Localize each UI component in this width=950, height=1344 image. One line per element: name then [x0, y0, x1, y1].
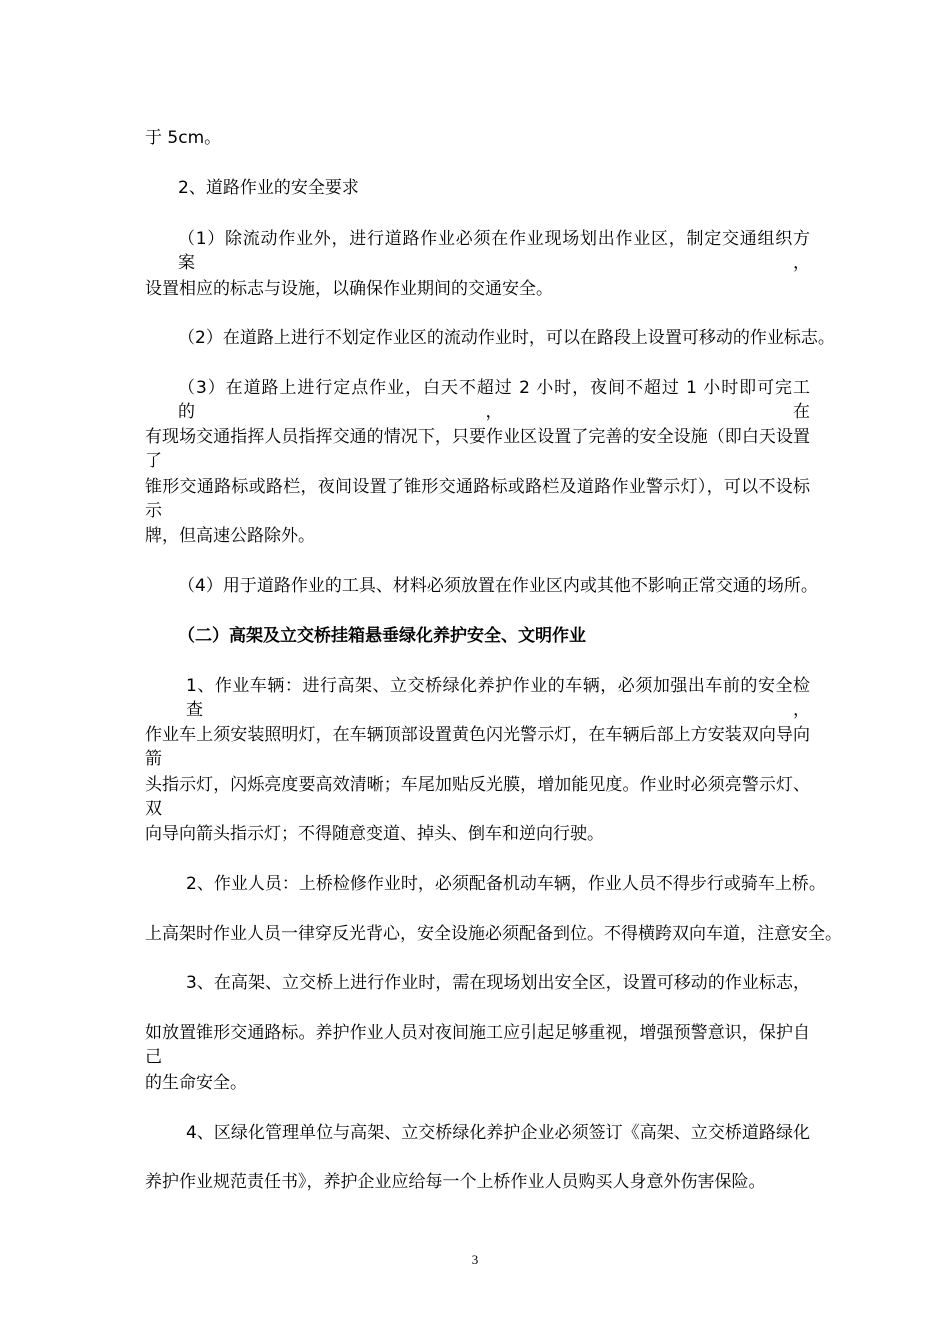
paragraph-line: 4、区绿化管理单位与高架、立交桥绿化养护企业必须签订《高架、立交桥道路绿化 — [186, 1123, 810, 1143]
paragraph-line: （1）除流动作业外，进行道路作业必须在作业现场划出作业区，制定交通组织方案， — [178, 229, 810, 273]
paragraph-line: 3、在高架、立交桥上进行作业时，需在现场划出安全区，设置可移动的作业标志， — [186, 973, 810, 993]
paragraph-line: 的生命安全。 — [145, 1073, 247, 1093]
paragraph-line: 上高架时作业人员一律穿反光背心，安全设施必须配备到位。不得横跨双向车道，注意安全。 — [145, 924, 842, 944]
paragraph-line: 头指示灯，闪烁亮度要高效清晰；车尾加贴反光膜，增加能见度。作业时必须亮警示灯、双 — [145, 775, 810, 819]
paragraph-line: 如放置锥形交通路标。养护作业人员对夜间施工应引起足够重视，增强预警意识，保护自己 — [145, 1023, 810, 1067]
paragraph-line: （4）用于道路作业的工具、材料必须放置在作业区内或其他不影响正常交通的场所。 — [178, 576, 818, 596]
page-number: 3 — [471, 1252, 479, 1267]
section-heading: 2、道路作业的安全要求 — [178, 178, 359, 198]
paragraph-line: 牌，但高速公路除外。 — [145, 526, 315, 546]
paragraph-line: 锥形交通路标或路栏，夜间设置了锥形交通路标或路栏及道路作业警示灯），可以不设标示 — [145, 477, 810, 521]
paragraph-line: 向导向箭头指示灯；不得随意变道、掉头、倒车和逆向行驶。 — [145, 824, 604, 844]
paragraph-line: 养护作业规范责任书》，养护企业应给每一个上桥作业人员购买人身意外伤害保险。 — [145, 1172, 766, 1192]
paragraph-line: 2、作业人员：上桥检修作业时，必须配备机动车辆，作业人员不得步行或骑车上桥。 — [186, 874, 826, 894]
paragraph-line: 作业车上须安装照明灯，在车辆顶部设置黄色闪光警示灯，在车辆后部上方安装双向导向箭 — [145, 725, 810, 769]
paragraph-line: （3）在道路上进行定点作业，白天不超过 2 小时，夜间不超过 1 小时即可完工的，在 — [178, 378, 810, 422]
paragraph-line: （2）在道路上进行不划定作业区的流动作业时，可以在路段上设置可移动的作业标志。 — [178, 328, 835, 348]
paragraph-line: 于 5cm。 — [145, 128, 222, 148]
section-heading: （二）高架及立交桥挂箱悬垂绿化养护安全、文明作业 — [178, 626, 586, 646]
paragraph-line: 1、作业车辆：进行高架、立交桥绿化养护作业的车辆，必须加强出车前的安全检查， — [186, 676, 810, 720]
paragraph-line: 有现场交通指挥人员指挥交通的情况下，只要作业区设置了完善的安全设施（即白天设置了 — [145, 427, 810, 471]
paragraph-line: 设置相应的标志与设施，以确保作业期间的交通安全。 — [145, 279, 553, 299]
